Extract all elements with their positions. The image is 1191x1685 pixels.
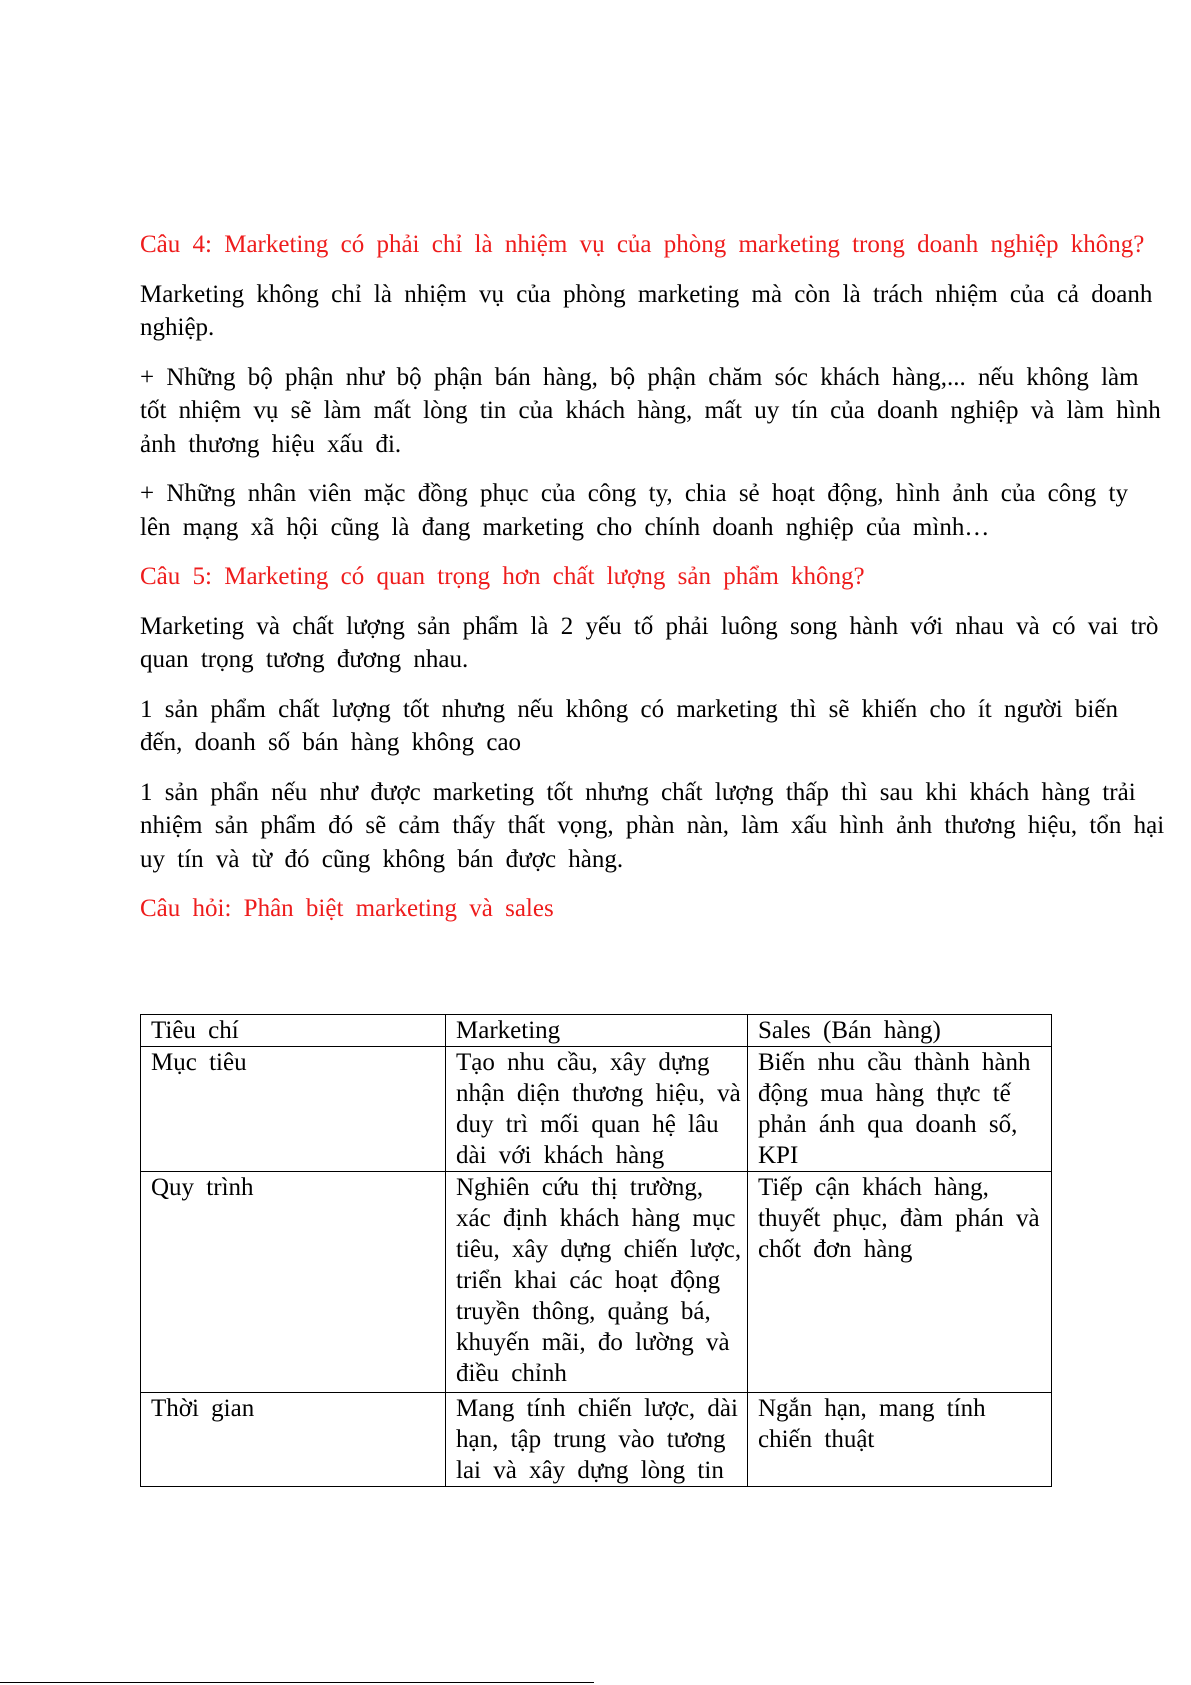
table-cell-marketing: Mang tính chiến lược, dài hạn, tập trung vào tương lai và xây dựng lòng tin bbox=[446, 1393, 748, 1487]
table-cell-criterion: Mục tiêu bbox=[141, 1047, 446, 1172]
table-cell-criterion: Thời gian bbox=[141, 1393, 446, 1487]
table-cell-marketing: Nghiên cứu thị trường, xác định khách hàng mục tiêu, xây dựng chiến lược, triển khai các hoạt động truyền thông, quảng bá, khuyến mãi, đo lường và điều chỉnh bbox=[446, 1172, 748, 1393]
table-cell-sales: Tiếp cận khách hàng, thuyết phục, đàm phán và chốt đơn hàng bbox=[748, 1172, 1052, 1393]
table-header-cell: Sales (Bán hàng) bbox=[748, 1015, 1052, 1047]
question-5-paragraph-2: 1 sản phẩn nếu như được marketing tốt nhưng chất lượng thấp thì sau khi khách hàng trải nhiệm sản phẩm đó sẽ cảm thấy thất vọng, phàn nàn, làm xấu hình ảnh thương hiệu, tổn hại uy tín và từ đó cũng không bán được hàng. bbox=[140, 778, 1165, 873]
comparison-table bbox=[140, 1014, 1052, 1487]
question-5-paragraph-1: 1 sản phẩm chất lượng tốt nhưng nếu không có marketing thì sẽ khiến cho ít người biến đến, doanh số bán hàng không cao bbox=[140, 695, 1118, 756]
question-5-heading: Câu 5: Marketing có quan trọng hơn chất lượng sản phẩm không? bbox=[140, 563, 865, 590]
question-4-point-1: + Những bộ phận như bộ phận bán hàng, bộ phận chăm sóc khách hàng,... nếu không làm tốt nhiệm vụ sẽ làm mất lòng tin của khách hàng, mất uy tín của doanh nghiệp và làm hình ảnh thương hiệu xấu đi. bbox=[140, 363, 1161, 458]
table-cell-sales: Biến nhu cầu thành hành động mua hàng thực tế phản ánh qua doanh số, KPI bbox=[748, 1047, 1052, 1172]
question-4-point-2: + Những nhân viên mặc đồng phục của công ty, chia sẻ hoạt động, hình ảnh của công ty lên mạng xã hội cũng là đang marketing cho chính doanh nghiệp của mình… bbox=[140, 480, 1128, 541]
table-row bbox=[141, 1172, 1052, 1393]
question-4-answer: Marketing không chỉ là nhiệm vụ của phòng marketing mà còn là trách nhiệm của cả doanh nghiệp. bbox=[140, 280, 1153, 341]
table-header-row bbox=[141, 1015, 1052, 1047]
table-cell-sales: Ngắn hạn, mang tính chiến thuật bbox=[748, 1393, 1052, 1487]
table-header-cell: Tiêu chí bbox=[141, 1015, 446, 1047]
question-5-answer: Marketing và chất lượng sản phẩm là 2 yếu tố phải luông song hành với nhau và có vai trò quan trọng tương đương nhau. bbox=[140, 612, 1159, 673]
document-body bbox=[140, 228, 1170, 938]
table-row bbox=[141, 1393, 1052, 1487]
footnote-separator bbox=[0, 1682, 594, 1683]
question-6-heading: Câu hỏi: Phân biệt marketing và sales bbox=[140, 895, 554, 922]
table-row bbox=[141, 1047, 1052, 1172]
table-cell-criterion: Quy trình bbox=[141, 1172, 446, 1393]
table-header-cell: Marketing bbox=[446, 1015, 748, 1047]
table-cell-marketing: Tạo nhu cầu, xây dựng nhận diện thương hiệu, và duy trì mối quan hệ lâu dài với khách hàng bbox=[446, 1047, 748, 1172]
question-4-heading: Câu 4: Marketing có phải chỉ là nhiệm vụ của phòng marketing trong doanh nghiệp không? bbox=[140, 231, 1145, 258]
